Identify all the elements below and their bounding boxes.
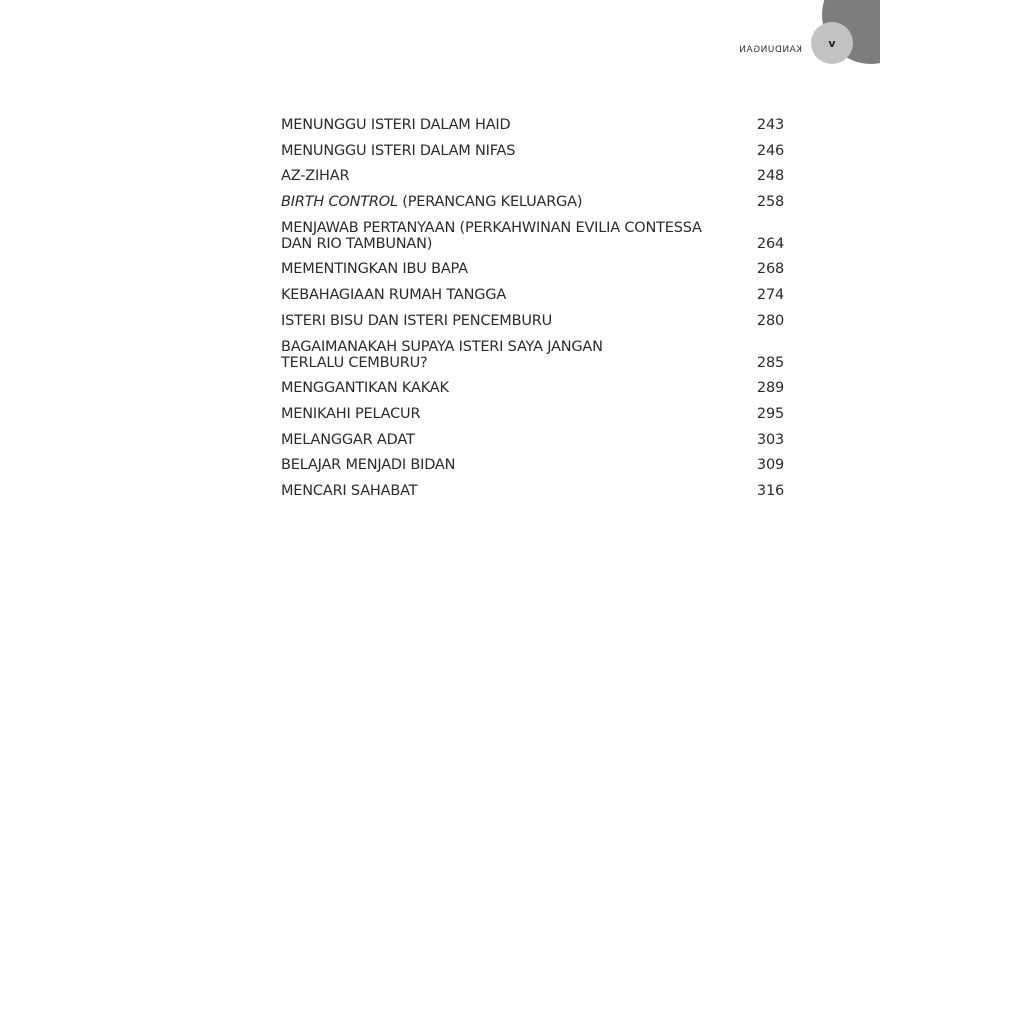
- toc-entry-title: MEMENTINGKAN IBU BAPA: [281, 261, 468, 278]
- toc-entry: [281, 168, 784, 184]
- toc-entry-page: 285: [756, 354, 784, 371]
- toc-entry-title: ISTERI BISU DAN ISTERI PENCEMBURU: [281, 312, 553, 329]
- toc-entry-page: 316: [756, 482, 784, 499]
- toc-entry: [281, 406, 784, 422]
- toc-entry-page: 248: [756, 168, 784, 185]
- toc-entry-page: 274: [756, 287, 784, 304]
- toc-entry: [281, 380, 784, 396]
- page-number-badge: [811, 22, 853, 64]
- toc-entry-title-italic: BIRTH CONTROL: [281, 194, 398, 211]
- toc-entry-page: 268: [756, 261, 784, 278]
- toc-entry: [281, 143, 784, 159]
- toc-entry: [281, 432, 784, 448]
- toc-entry-title: MENCARI SAHABAT: [281, 482, 418, 499]
- toc-entry-title: MENJAWAB PERTANYAAN (PERKAHWINAN EVILIA CONTESSA DAN RIO TAMBUNAN): [281, 219, 702, 252]
- toc-entry-title: BELAJAR MENJADI BIDAN: [281, 457, 456, 474]
- toc-entry-page: 295: [756, 405, 784, 422]
- toc-entry-title: BAGAIMANAKAH SUPAYA ISTERI SAYA JANGAN TERLALU CEMBURU?: [281, 338, 603, 371]
- toc-entry-title: MELANGGAR ADAT: [281, 431, 415, 448]
- toc-entry-page: 309: [756, 457, 784, 474]
- toc-entry: [281, 457, 784, 473]
- toc-entry-page: 243: [756, 117, 784, 133]
- toc-entry: [281, 287, 784, 303]
- toc-entry-page: 280: [756, 312, 784, 329]
- toc-entry: [281, 194, 784, 210]
- toc-entry-title: AZ-ZIHAR: [281, 168, 350, 185]
- toc-entry-title: MENUNGGU ISTERI DALAM NIFAS: [281, 142, 516, 159]
- page-number: v: [828, 36, 836, 50]
- toc-entry-title-rest: (PERANCANG KELUARGA): [397, 194, 583, 211]
- toc-entry-page: 264: [756, 235, 784, 252]
- page-header: [0, 0, 1024, 80]
- toc-entry: [281, 339, 784, 371]
- toc-entry-title: MENGGANTIKAN KAKAK: [281, 380, 449, 397]
- toc-entry: [281, 313, 784, 329]
- toc-entry: [281, 220, 784, 252]
- toc-entry-title: KEBAHAGIAAN RUMAH TANGGA: [281, 287, 507, 304]
- toc-entry: [281, 483, 784, 499]
- table-of-contents: [281, 117, 784, 509]
- toc-entry-page: 246: [756, 142, 784, 159]
- toc-entry: [281, 117, 784, 133]
- toc-entry-title: [281, 194, 582, 210]
- toc-entry-page: 258: [756, 194, 784, 211]
- running-head: KANDUNGAN: [738, 45, 802, 55]
- toc-entry-title: MENIKAHI PELACUR: [281, 405, 421, 422]
- toc-entry-title: MENUNGGU ISTERI DALAM HAID: [281, 117, 511, 133]
- toc-entry-page: 289: [756, 380, 784, 397]
- toc-entry: [281, 261, 784, 277]
- toc-entry-page: 303: [756, 431, 784, 448]
